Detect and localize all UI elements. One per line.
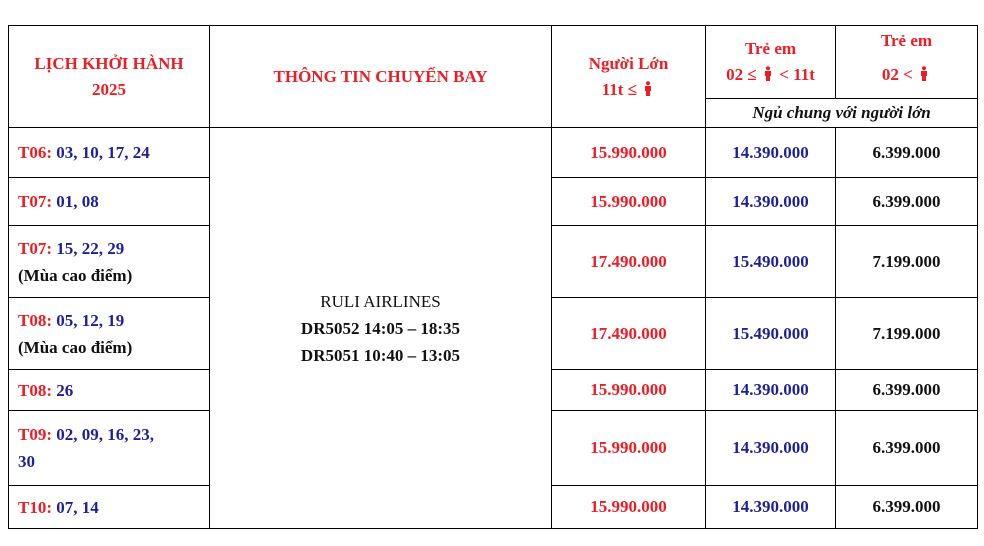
adult-price: 15.990.000 xyxy=(552,411,706,486)
schedule-title: LỊCH KHỞI HÀNH xyxy=(34,53,184,73)
child-price: 15.490.000 xyxy=(706,226,836,298)
child-price: 15.490.000 xyxy=(706,298,836,370)
shared-bed-note: Ngủ chung với người lớn xyxy=(706,99,978,128)
infant-price: 7.199.000 xyxy=(836,298,978,370)
adult-price: 15.990.000 xyxy=(552,128,706,178)
infant-age-text: 02 < xyxy=(881,65,913,84)
adult-price: 15.990.000 xyxy=(552,370,706,411)
month-label: T07: xyxy=(18,192,52,211)
child-label: Trẻ em xyxy=(744,39,797,58)
month-label: T08: xyxy=(18,380,52,400)
airline-name: RULI AIRLINES xyxy=(320,291,441,311)
header-row xyxy=(9,26,978,99)
flight-info-header xyxy=(210,26,552,128)
person-icon xyxy=(643,81,653,96)
price-table xyxy=(8,25,978,529)
child-age-text-post: < 11t xyxy=(779,65,815,84)
person-icon xyxy=(919,66,929,81)
child-age-range xyxy=(706,62,835,88)
schedule-year: 2025 xyxy=(92,79,126,99)
child-price: 14.390.000 xyxy=(706,128,836,178)
child-price: 14.390.000 xyxy=(706,411,836,486)
month-label: T08: xyxy=(18,310,52,330)
date-cell xyxy=(9,370,210,411)
peak-season-note: (Mùa cao điểm) xyxy=(18,337,133,357)
dates-label-continued: 30 xyxy=(18,452,35,471)
infant-price: 7.199.000 xyxy=(836,226,978,298)
month-label: T10: xyxy=(18,497,52,517)
outbound-flight: DR5052 14:05 – 18:35 xyxy=(300,318,461,338)
date-cell xyxy=(9,486,210,529)
adult-price: 15.990.000 xyxy=(552,486,706,529)
child-price: 14.390.000 xyxy=(706,486,836,529)
adult-price: 15.990.000 xyxy=(552,178,706,226)
infant-price: 6.399.000 xyxy=(836,411,978,486)
infant-price: 6.399.000 xyxy=(836,370,978,411)
dates-label: 03, 10, 17, 24 xyxy=(56,143,150,162)
infant-price: 6.399.000 xyxy=(836,486,978,529)
flight-info-cell xyxy=(210,128,552,529)
dates-label: 26 xyxy=(56,380,74,400)
infant-header xyxy=(836,26,978,99)
infant-age-range xyxy=(836,62,977,88)
infant-price: 6.399.000 xyxy=(836,178,978,226)
return-flight: DR5051 10:40 – 13:05 xyxy=(300,345,461,365)
peak-season-note: (Mùa cao điểm) xyxy=(18,265,133,285)
adult-price: 17.490.000 xyxy=(552,298,706,370)
date-cell xyxy=(9,178,210,226)
child-age-text-pre: 02 ≤ xyxy=(726,65,757,84)
flight-info-title: THÔNG TIN CHUYẾN BAY xyxy=(273,67,488,86)
dates-label: 07, 14 xyxy=(56,497,99,517)
adult-age-range xyxy=(552,77,705,103)
dates-label: 05, 12, 19 xyxy=(56,310,125,330)
person-icon xyxy=(763,66,773,81)
month-label: T07: xyxy=(18,238,52,258)
dates-label: 02, 09, 16, 23, xyxy=(56,425,154,444)
adult-price: 17.490.000 xyxy=(552,226,706,298)
infant-price: 6.399.000 xyxy=(836,128,978,178)
child-price: 14.390.000 xyxy=(706,178,836,226)
date-cell xyxy=(9,128,210,178)
infant-label: Trẻ em xyxy=(880,31,933,50)
adult-header xyxy=(552,26,706,128)
schedule-header xyxy=(9,26,210,128)
child-price: 14.390.000 xyxy=(706,370,836,411)
date-cell xyxy=(9,411,210,486)
date-cell xyxy=(9,226,210,298)
dates-label: 15, 22, 29 xyxy=(56,238,125,258)
dates-label: 01, 08 xyxy=(56,192,99,211)
adult-age-text: 11t ≤ xyxy=(601,79,638,99)
table-row xyxy=(9,128,978,178)
adult-label: Người Lớn xyxy=(588,53,669,73)
month-label: T09: xyxy=(18,425,52,444)
child-header xyxy=(706,26,836,99)
month-label: T06: xyxy=(18,143,52,162)
date-cell xyxy=(9,298,210,370)
